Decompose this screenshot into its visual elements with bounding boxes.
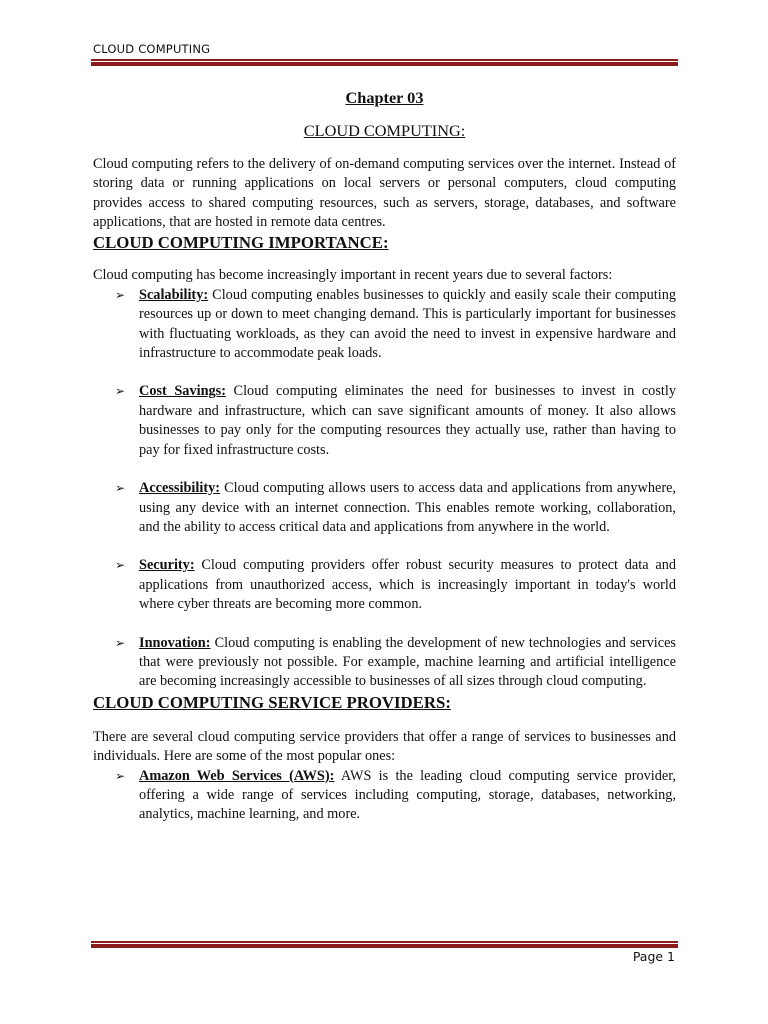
item-text: Cloud computing eliminates the need for businesses to invest in costly hardware and infrastructure, which can save significant amounts of money. It also allows businesses to pay only for the computing resources they actually use, rather than having to pay for fixed infrastructure costs. bbox=[139, 383, 676, 458]
list-item-aws bbox=[93, 767, 676, 825]
item-text: Cloud computing providers offer robust security measures to protect data and applications from unauthorized access, which is increasingly important in today's world where cyber threats are becoming more common. bbox=[139, 557, 676, 613]
item-text: AWS is the leading cloud computing service provider, offering a wide range of services including computing, storage, databases, networking, analytics, machine learning, and more. bbox=[139, 767, 676, 823]
term-label: Innovation: bbox=[139, 634, 211, 651]
importance-list bbox=[93, 286, 676, 692]
page-number: Page 1 bbox=[632, 949, 675, 964]
arrow-bullet-icon: ➢ bbox=[115, 384, 126, 399]
item-text: Cloud computing allows users to access data and applications from anywhere, using any device with an internet connection. This enables remote working, collaboration, and the ability to access critical data and applications from anywhere in the world. bbox=[139, 480, 676, 535]
term-label: Scalability: bbox=[139, 286, 209, 303]
providers-lead-paragraph: There are several cloud computing service providers that offer a range of services to businesses and individuals. Here are some of the most popular ones: bbox=[93, 728, 676, 765]
item-text: Cloud computing enables businesses to quickly and easily scale their computing resources up or down to meet changing demand. This is particularly important for businesses with fluctuating workloads, as they can avoid the need to invest in expensive hardware and infrastructure to accommodate peak loads. bbox=[139, 286, 676, 362]
page-content bbox=[93, 88, 676, 825]
header-rule bbox=[91, 59, 678, 66]
term-label: Accessibility: bbox=[139, 480, 220, 497]
footer-rule bbox=[91, 941, 678, 948]
intro-paragraph: Cloud computing refers to the delivery of on-demand computing services over the internet. Instead of storing data or running applications on local servers or personal computers, cloud computing provides access to shared computing resources, such as servers, storage, databases, and software applications, that are hosted in remote data centres. bbox=[93, 155, 676, 231]
list-item-cost-savings bbox=[93, 382, 676, 460]
term-label: Security: bbox=[139, 557, 195, 574]
chapter-label: Chapter 03 bbox=[345, 88, 424, 107]
list-item-innovation bbox=[93, 634, 676, 692]
arrow-bullet-icon: ➢ bbox=[115, 768, 126, 783]
list-item-accessibility bbox=[93, 479, 676, 537]
arrow-bullet-icon: ➢ bbox=[115, 635, 126, 650]
arrow-bullet-icon: ➢ bbox=[115, 287, 126, 302]
section-heading-providers: CLOUD COMPUTING SERVICE PROVIDERS: bbox=[93, 692, 451, 712]
section-heading-importance: CLOUD COMPUTING IMPORTANCE: bbox=[93, 233, 389, 253]
arrow-bullet-icon: ➢ bbox=[115, 481, 126, 496]
arrow-bullet-icon: ➢ bbox=[115, 558, 126, 573]
providers-list bbox=[93, 767, 676, 825]
running-header: CLOUD COMPUTING bbox=[93, 42, 211, 56]
term-label: Amazon Web Services (AWS): bbox=[139, 767, 335, 784]
term-label: Cost Savings: bbox=[139, 383, 226, 400]
list-item-security bbox=[93, 556, 676, 614]
item-text: Cloud computing is enabling the development of new technologies and services that were previously not possible. For example, machine learning and artificial intelligence are becoming increasingly accessible to businesses of all sizes through cloud computing. bbox=[139, 634, 676, 690]
chapter-title: CLOUD COMPUTING: bbox=[303, 121, 466, 141]
list-item-scalability bbox=[93, 286, 676, 364]
importance-lead-paragraph: Cloud computing has become increasingly important in recent years due to several factors: bbox=[93, 267, 613, 284]
